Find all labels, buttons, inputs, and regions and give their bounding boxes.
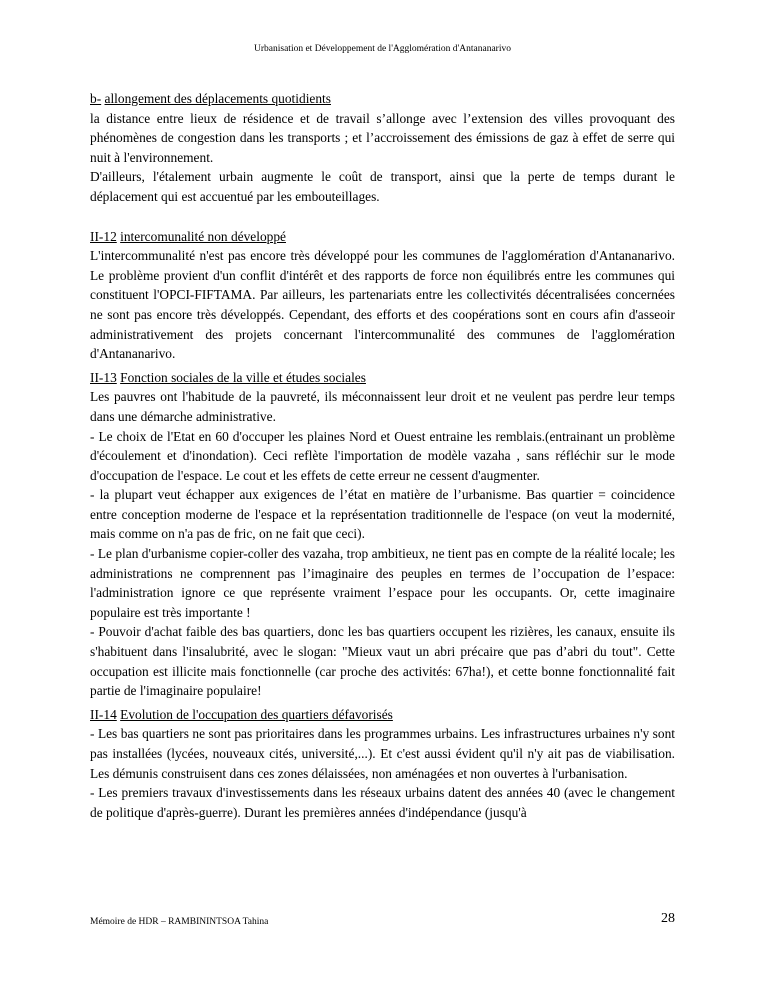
footer-author: Mémoire de HDR – RAMBININTSOA Tahina [90,917,269,927]
section-title: allongement des déplacements quotidients [104,91,331,106]
section-title: Fonction sociales de la ville et études sociales [120,369,366,385]
section-title: intercomunalité non développé [120,228,286,244]
section-heading-ii-12 [90,227,675,247]
paragraph: L'intercommunalité n'est pas encore très développé pour les communes de l'agglomération d'Antananarivo. Le problème provient d'un conflit d'intérêt et des rapports de force non équilibrés entre les communes qui constituent l'OPCI-FIFTAMA. Par ailleurs, les partenariats entre les collectivités décentralisées concernées ne sont pas encore très développés. Cependant, des efforts et des coopérations sont en cours afin d'asseoir administrativement des projets concernant l'intercommunalité des communes de l'agglomération d'Antananarivo. [90,248,675,362]
section-number: II-13 [90,369,117,385]
paragraph: - Les bas quartiers ne sont pas prioritaires dans les programmes urbains. Les infrastructures urbaines n'y sont pas installées (lycées, nouveaux cités, université,...). Et c'est aussi évident qu'il n'y ait pas de viabilisation. Les démunis construisent dans ces zones délaissées, non aménagées et non ouvertes à l'urbanisation. [90,726,675,781]
paragraph: - Le choix de l'Etat en 60 d'occuper les plaines Nord et Ouest entraine les remblais.(entrainant un problème d'écoulement et d'inondation). Ceci reflète l'importation de modèle vazaha , sans réfléchir sur le mode d'occupation de l'espace. Le cout et les effets de cette erreur ne cessent d'augmenter. [90,428,675,483]
section-number: II-14 [90,706,117,722]
paragraph: - Pouvoir d'achat faible des bas quartiers, donc les bas quartiers occupent les rizières, les canaux, ensuite ils s'habituent dans l'insalubrité, avec le slogan: "Mieux vaut un abri précaire que pas d’abri du tout". Cette occupation est illicite mais fonctionnelle (car proche des activités: 67ha!), et cette bonne fonctionnalité fait partie de l'imaginaire populaire! [90,624,675,699]
section-heading-ii-13 [90,368,675,388]
section-title: Evolution de l'occupation des quartiers défavorisés [120,706,393,722]
section-number: b- [90,91,102,106]
running-header: Urbanisation et Développement de l'Agglomération d'Antananarivo [254,44,511,54]
section-heading-b [90,89,675,109]
section-heading-ii-14 [90,705,675,725]
section-number: II-12 [90,228,117,244]
document-body [90,89,675,822]
paragraph: Les pauvres ont l'habitude de la pauvreté, ils méconnaissent leur droit et ne veulent pas perdre leur temps dans une démarche administrative. [90,389,675,424]
page-number: 28 [661,911,675,926]
paragraph: - la plupart veut échapper aux exigences de l’état en matière de l’urbanisme. Bas quartier = coincidence entre conception moderne de l'espace et la représentation traditionnelle de l'espace (on veut la modernité, mais comme on n'a pas de fric, on ne fait que ceci). [90,487,675,542]
paragraph: la distance entre lieux de résidence et de travail s’allonge avec l’extension des villes provoquant des phénomènes de congestion dans les transports ; et l’accroissement des émissions de gaz à effet de serre qui nuit à l'environnement. [90,110,675,165]
paragraph: - Le plan d'urbanisme copier-coller des vazaha, trop ambitieux, ne tient pas en compte de la réalité locale; les administrations ne comprennent pas l’imaginaire des peuples en termes de l’occupation de l’espace: l'administration ignore ce que représente vraiment l’espace pour les occupants. Or, cette imaginaire populaire est très importante ! [90,546,675,620]
paragraph: - Les premiers travaux d'investissements dans les réseaux urbains datent des années 40 (avec le changement de politique d'après-guerre). Durant les premières années d'indépendance (jusqu'à [90,785,675,820]
paragraph: D'ailleurs, l'étalement urbain augmente le coût de transport, ainsi que la perte de temps durant le déplacement qui est accuentué par les embouteillages. [90,169,675,204]
